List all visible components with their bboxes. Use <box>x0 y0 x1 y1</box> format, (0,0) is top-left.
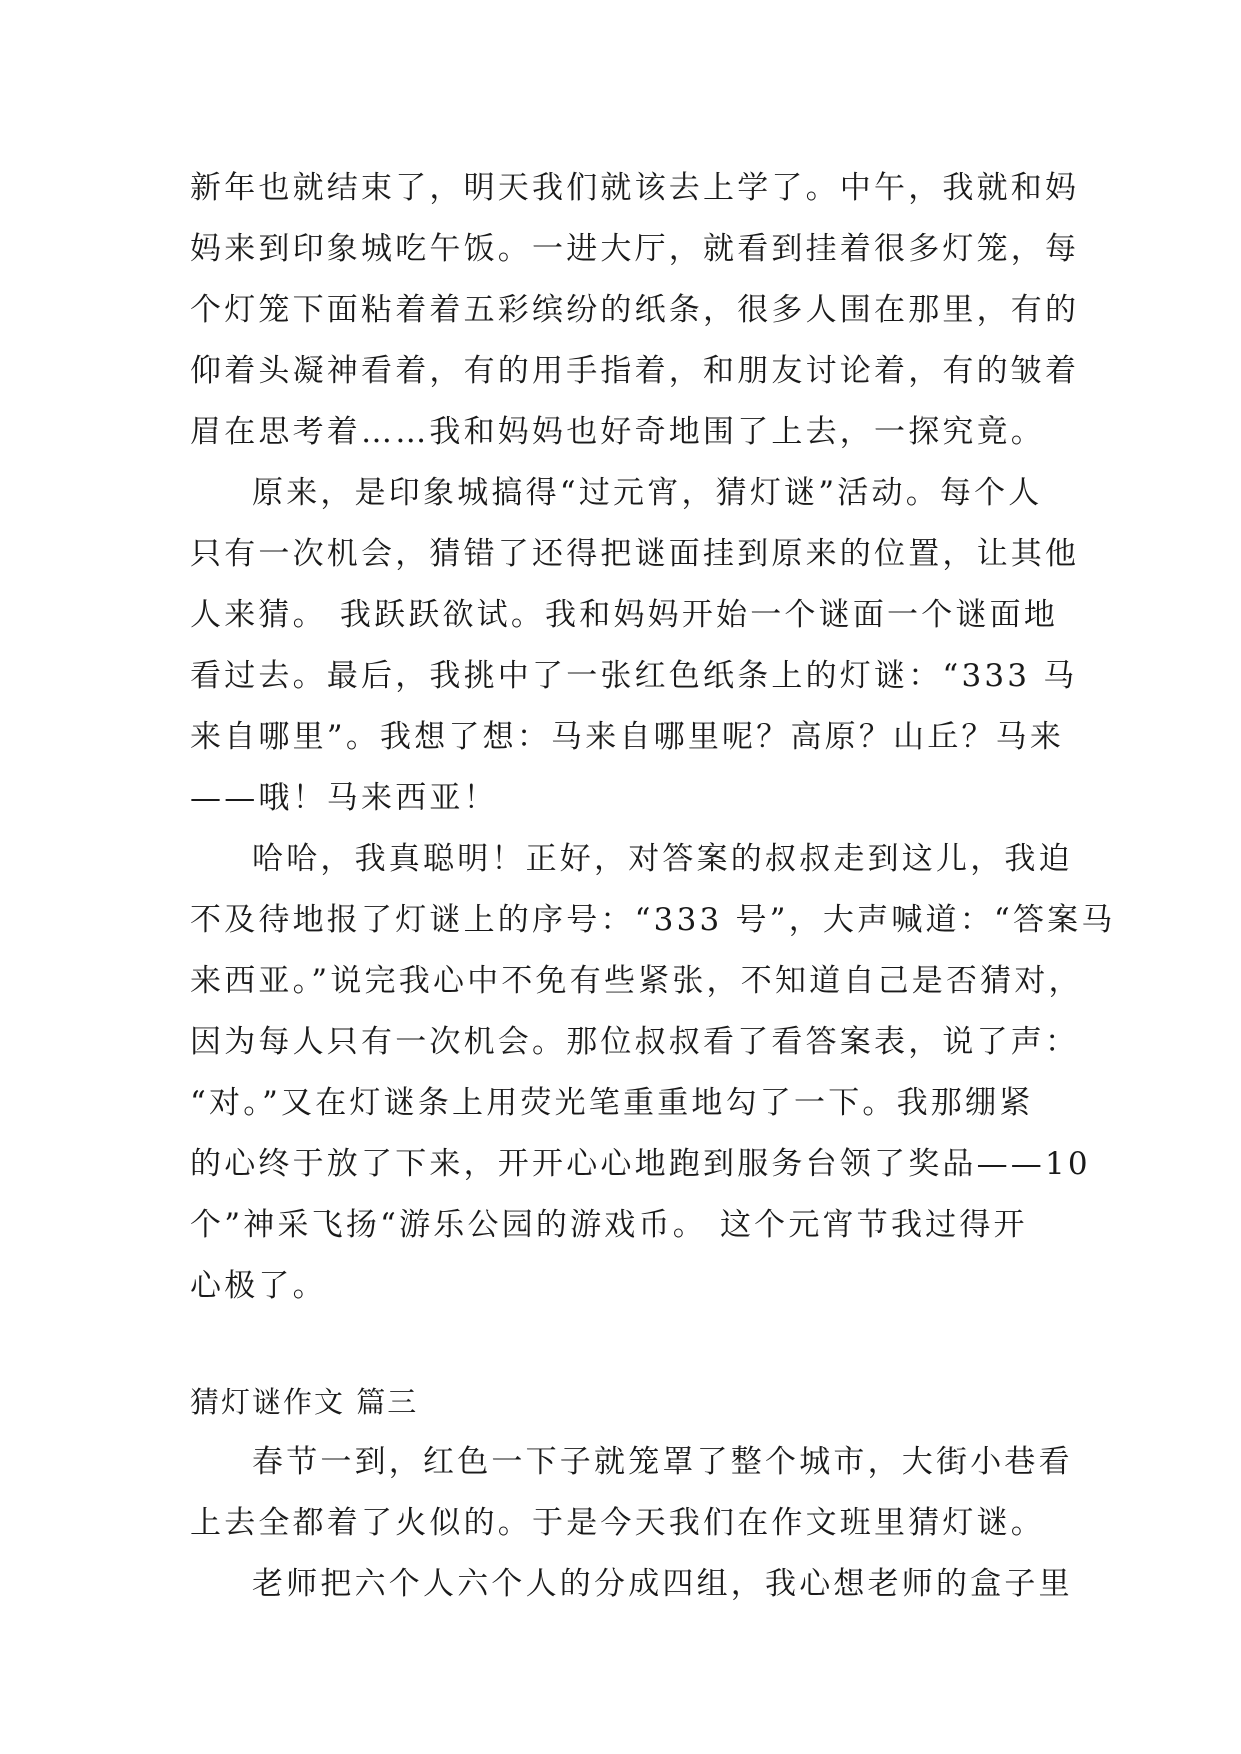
text-line: 心极了。 <box>190 1268 327 1304</box>
text-line: 因为每人只有一次机会。那位叔叔看了看答案表，说了声： <box>190 1024 1080 1060</box>
document-page <box>190 158 1116 1615</box>
section-title: 猜灯谜作文 篇三 <box>190 1385 419 1419</box>
text-line: 只有一次机会，猜错了还得把谜面挂到原来的位置，让其他 <box>190 536 1080 572</box>
text-line: 妈来到印象城吃午饭。一进大厅，就看到挂着很多灯笼，每 <box>190 231 1080 267</box>
paragraph <box>190 1432 1073 1554</box>
text-line: 来西亚。”说完我心中不免有些紧张，不知道自己是否猜对， <box>190 963 1083 999</box>
section-spacer <box>190 1317 1058 1373</box>
text-line: 新年也就结束了，明天我们就该去上学了。中午，我就和妈 <box>190 170 1080 206</box>
text-line: 原来，是印象城搞得“过元宵，猜灯谜”活动。每个人 <box>252 475 1043 511</box>
text-line: 来自哪里”。我想了想：马来自哪里呢？高原？山丘？马来 <box>190 719 1065 755</box>
paragraph <box>190 1554 1073 1615</box>
text-line: 仰着头凝神看着，有的用手指着，和朋友讨论着，有的皱着 <box>190 353 1080 389</box>
text-line: 人来猜。 我跃跃欲试。我和妈妈开始一个谜面一个谜面地 <box>190 597 1059 633</box>
text-line: ——哦！马来西亚！ <box>190 780 498 816</box>
text-line: 看过去。最后，我挑中了一张红色纸条上的灯谜：“333 马 <box>190 658 1078 694</box>
text-line: 不及待地报了灯谜上的序号：“333 号”，大声喊道：“答案马 <box>190 902 1116 938</box>
text-line: 的心终于放了下来，开开心心地跑到服务台领了奖品——10 <box>190 1146 1091 1182</box>
text-line: 眉在思考着……我和妈妈也好奇地围了上去，一探究竟。 <box>190 414 1045 450</box>
text-line: 个”神采飞扬“游乐公园的游戏币。 这个元宵节我过得开 <box>190 1207 1028 1243</box>
paragraph <box>190 463 1080 829</box>
text-line: 老师把六个人六个人的分成四组，我心想老师的盒子里 <box>252 1566 1073 1602</box>
paragraph <box>190 829 1116 1317</box>
paragraph <box>190 158 1080 463</box>
text-line: “对。”又在灯谜条上用荧光笔重重地勾了一下。我那绷紧 <box>190 1085 1034 1121</box>
text-line: 上去全都着了火似的。于是今天我们在作文班里猜灯谜。 <box>190 1505 1045 1541</box>
text-line: 哈哈，我真聪明！正好，对答案的叔叔走到这儿，我迫 <box>252 841 1073 877</box>
text-line: 个灯笼下面粘着着五彩缤纷的纸条，很多人围在那里，有的 <box>190 292 1080 328</box>
text-line: 春节一到，红色一下子就笼罩了整个城市，大街小巷看 <box>252 1444 1073 1480</box>
